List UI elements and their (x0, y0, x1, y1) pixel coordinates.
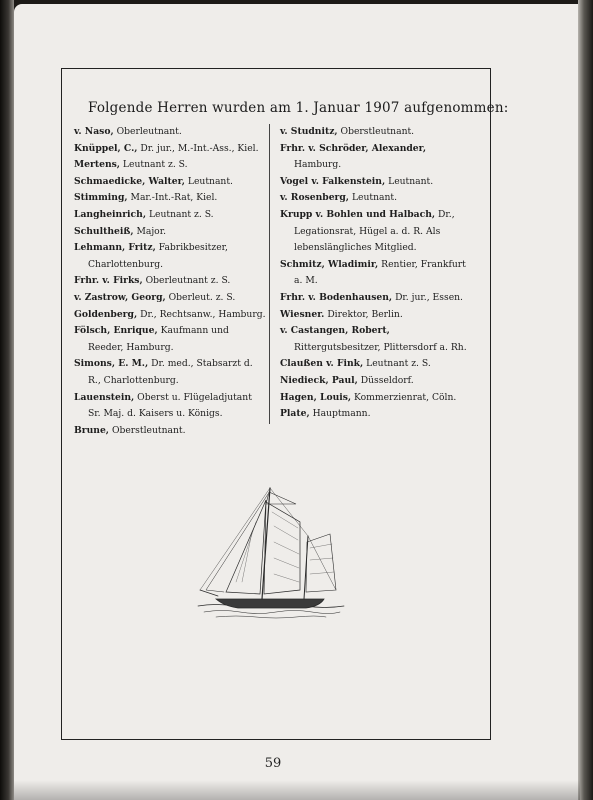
member-description: Fabrikbesitzer, Charlottenburg. (88, 242, 228, 270)
member-name: v. Rosenberg, (280, 192, 350, 204)
member-entry (74, 356, 266, 389)
member-entry (74, 224, 266, 241)
member-entry (74, 307, 266, 324)
member-name: v. Studnitz, (280, 126, 338, 137)
member-description: Oberstleutnant. (111, 424, 186, 436)
book-right-edge (578, 0, 593, 800)
member-description: Kommerzienrat, Cöln. (354, 391, 457, 403)
member-name: Lauenstein, (74, 391, 135, 403)
member-name: Krupp v. Bohlen und Halbach, (280, 208, 436, 220)
member-entry (74, 323, 266, 356)
member-description: Hamburg. (294, 159, 342, 171)
member-description: Oberleutnant. (116, 126, 182, 137)
member-name: v. Zastrow, Georg, (74, 291, 166, 303)
member-entry (74, 124, 266, 141)
member-description: Leutnant z. S. (366, 358, 431, 370)
member-entry (74, 174, 266, 191)
member-description: Dr. med., Stabsarzt d. R., Charlottenburg. (88, 358, 253, 386)
member-entry (74, 141, 266, 158)
member-entry (280, 257, 472, 290)
member-description: Leutnant. (351, 192, 398, 204)
member-description: Rentier, Frankfurt a. M. (294, 258, 466, 287)
sailing-ship-illustration (196, 482, 346, 620)
member-name: Brune, (74, 424, 110, 436)
member-name: Hagen, Louis, (280, 391, 352, 403)
member-entry (74, 390, 266, 423)
member-description: Düsseldorf. (360, 374, 414, 386)
member-entry (280, 207, 472, 257)
member-name: Frhr. v. Firks, (74, 275, 143, 287)
member-name: Stimming, (74, 192, 128, 204)
member-description: Leutnant. (187, 175, 233, 187)
member-description: Leutnant z. S. (148, 208, 214, 220)
member-entry (280, 406, 472, 423)
member-description: Dr. jur., Essen. (395, 291, 463, 303)
member-entry (74, 290, 266, 307)
member-entry (280, 356, 472, 373)
book-left-edge (0, 0, 14, 800)
member-description: Leutnant. (388, 175, 434, 187)
member-name: v. Naso, (74, 126, 114, 137)
member-description: Leutnant z. S. (122, 159, 188, 171)
members-right-column (280, 124, 472, 423)
member-entry (74, 423, 266, 440)
member-description: Mar.-Int.-Rat, Kiel. (130, 192, 218, 204)
member-name: Schmaedicke, Walter, (74, 175, 185, 187)
member-name: Wiesner. (280, 308, 325, 320)
member-description: Oberleut. z. S. (168, 291, 236, 303)
member-description: Dr., Rechtsanw., Hamburg. (140, 308, 266, 320)
member-description: Hauptmann. (312, 408, 371, 420)
member-description: Oberleutnant z. S. (145, 275, 231, 287)
members-left-column (74, 124, 266, 439)
member-entry (280, 174, 472, 191)
column-divider (269, 124, 270, 424)
page-bottom-shadow (14, 780, 580, 800)
member-description: Major. (136, 225, 167, 237)
member-description: Direktor, Berlin. (327, 308, 403, 320)
member-entry (280, 390, 472, 407)
member-entry (74, 190, 266, 207)
member-name: v. Castangen, Robert, (280, 325, 390, 337)
member-name: Claußen v. Fink, (280, 358, 364, 370)
member-name: Knüppel, C., (74, 142, 138, 154)
member-name: Schmitz, Wladimir, (280, 258, 379, 270)
member-entry (74, 240, 266, 273)
member-name: Frhr. v. Bodenhausen, (280, 291, 393, 303)
member-name: Mertens, (74, 159, 120, 171)
member-entry (280, 190, 472, 207)
member-entry (280, 323, 472, 356)
member-name: Simons, E. M., (74, 358, 149, 370)
member-entry (280, 141, 472, 174)
member-entry (280, 373, 472, 390)
member-entry (74, 273, 266, 290)
member-name: Langheinrich, (74, 208, 147, 220)
member-entry (74, 157, 266, 174)
member-name: Lehmann, Fritz, (74, 242, 156, 254)
member-entry (280, 307, 472, 324)
member-description: Oberst u. Flügeladjutant Sr. Maj. d. Kaisers u. Königs. (88, 391, 252, 420)
member-name: Schultheiß, (74, 225, 134, 237)
page-number: 59 (264, 756, 282, 771)
member-entry (280, 290, 472, 307)
member-entry (280, 124, 472, 141)
member-name: Vogel v. Falkenstein, (280, 175, 386, 187)
member-entry (74, 207, 266, 224)
page-heading: Folgende Herren wurden am 1. Januar 1907 aufgenommen: (88, 100, 509, 116)
member-description: Oberstleutnant. (340, 126, 415, 137)
member-name: Plate, (280, 408, 310, 420)
member-name: Niedieck, Paul, (280, 374, 358, 386)
member-name: Goldenberg, (74, 308, 138, 320)
member-description: Dr. jur., M.-Int.-Ass., Kiel. (140, 142, 259, 154)
member-name: Fölsch, Enrique, (74, 325, 158, 337)
member-description: Rittergutsbesitzer, Plittersdorf a. Rh. (294, 341, 467, 353)
member-description: Kaufmann und Reeder, Hamburg. (88, 325, 229, 353)
member-name: Frhr. v. Schröder, Alexander, (280, 142, 427, 154)
member-description: Dr., Legationsrat, Hügel a. d. R. Als lebenslängliches Mitglied. (294, 208, 455, 254)
